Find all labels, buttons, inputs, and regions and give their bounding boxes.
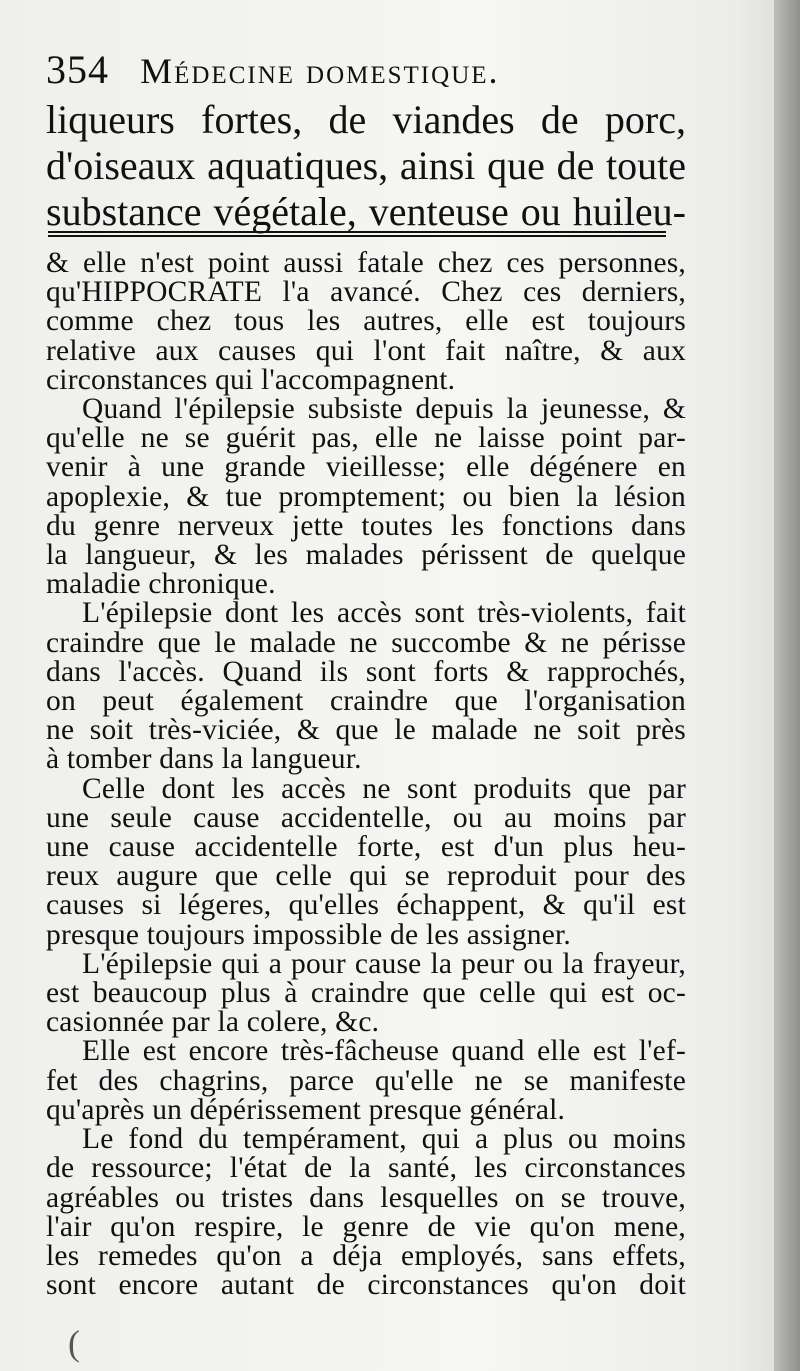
body-line: & elle n'est point aussi fatale chez ces personnes, — [46, 247, 686, 279]
body-line: qu'HIPPOCRATE l'a avancé. Chez ces derniers, — [46, 276, 686, 309]
body-line: reux augure que celle qui se reproduit pour des — [46, 860, 686, 893]
body-line: relative aux causes qui l'ont fait naître, & aux — [46, 334, 686, 367]
body-line: casionnée par la colere, &c. — [46, 1006, 380, 1039]
body-line: est beaucoup plus à craindre que celle qui est oc- — [46, 977, 686, 1010]
body-line: à tomber dans la langueur. — [46, 743, 362, 776]
body-line: une seule cause accidentelle, ou au moins par — [46, 801, 686, 834]
body-line: une cause accidentelle forte, est d'un plus heu- — [46, 831, 686, 864]
body-line: on peut également craindre que l'organisation — [46, 685, 686, 718]
body-line: apoplexie, & tue promptement; ou bien la lésion — [46, 480, 686, 513]
stray-mark: ( — [68, 1323, 80, 1363]
body-line: les remedes qu'on a déja employés, sans effets, — [46, 1239, 686, 1272]
top-text-line: liqueurs fortes, de viandes de porc, — [46, 97, 686, 142]
page-edge-shadow — [774, 0, 800, 1371]
body-line: Quand l'épilepsie subsiste depuis la jeunesse, & — [82, 393, 686, 426]
page-number: 354 — [46, 47, 109, 92]
top-text-line: d'oiseaux aquatiques, ainsi que de toute — [46, 143, 686, 188]
body-line: craindre que le malade ne succombe & ne périsse — [46, 626, 686, 659]
body-line: circonstances qui l'accompagnent. — [46, 363, 456, 396]
body-line: causes si légeres, qu'elles échappent, & qu'il est — [46, 889, 686, 922]
body-line: qu'après un dépérissement presque général. — [46, 1093, 566, 1126]
section-rule — [48, 231, 666, 237]
body-line: dans l'accès. Quand ils sont forts & rapprochés, — [46, 655, 686, 688]
running-title: Médecine domestique. — [140, 51, 500, 91]
body-line: comme chez tous les autres, elle est toujours — [46, 305, 686, 338]
body-line: qu'elle ne se guérit pas, elle ne laisse point par- — [46, 422, 686, 455]
body-text-block — [46, 249, 686, 1300]
body-line: L'épilepsie dont les accès sont très-violents, fait — [82, 597, 686, 630]
body-line: L'épilepsie qui a pour cause la peur ou la frayeur, — [82, 947, 686, 980]
body-line: l'air qu'on respire, le genre de vie qu'on mene, — [46, 1210, 686, 1243]
body-line: presque toujours impossible de les assigner. — [46, 918, 571, 951]
body-line: ne soit très-viciée, & que le malade ne soit près — [46, 714, 686, 747]
top-text-block — [46, 97, 686, 235]
top-text-line: substance végétale, venteuse ou huileu- — [46, 189, 686, 234]
page-header — [46, 46, 686, 96]
body-line: maladie chronique. — [46, 568, 276, 601]
body-line: de ressource; l'état de la santé, les circonstances — [46, 1152, 686, 1185]
body-line: Elle est encore très-fâcheuse quand elle est l'ef- — [82, 1035, 686, 1068]
body-line: fet des chagrins, parce qu'elle ne se manifeste — [46, 1064, 686, 1097]
body-line: venir à une grande vieillesse; elle dégénere en — [46, 451, 686, 484]
body-line: Celle dont les accès ne sont produits que par — [82, 772, 686, 805]
body-line: agréables ou tristes dans lesquelles on se trouve, — [46, 1181, 686, 1214]
body-line: la langueur, & les malades périssent de quelque — [46, 539, 686, 572]
body-line: sont encore autant de circonstances qu'on doit — [46, 1269, 686, 1302]
body-line: du genre nerveux jette toutes les fonctions dans — [46, 509, 686, 542]
body-line: Le fond du tempérament, qui a plus ou moins — [82, 1123, 686, 1156]
